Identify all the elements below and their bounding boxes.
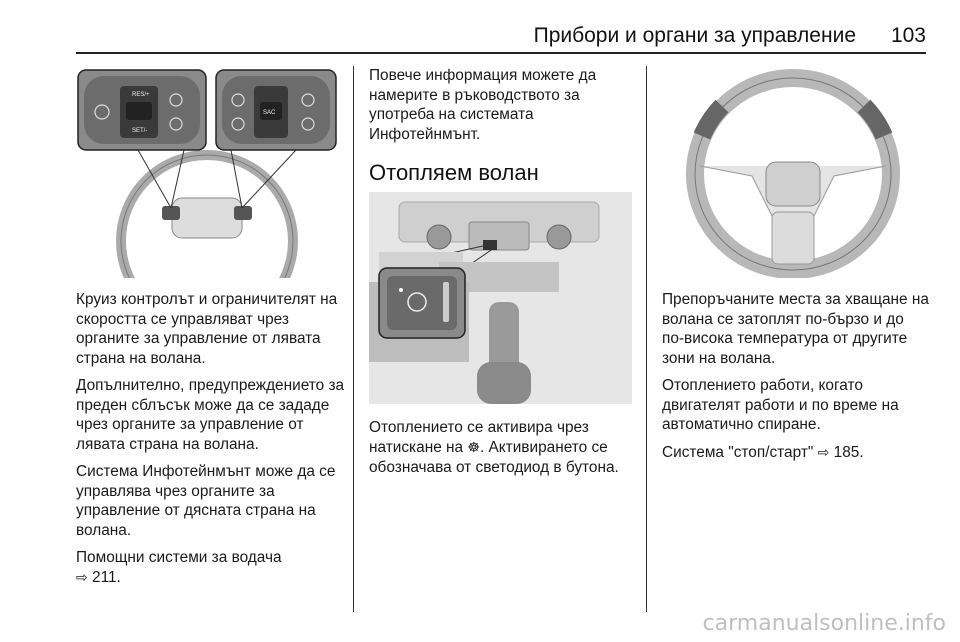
paragraph-cruise-control: Круиз контролът и ограничителят на скоростта се управляват чрез органите за управление от лявата страна на волана. <box>76 291 338 367</box>
page-number: 103 <box>890 24 926 47</box>
column-3-text <box>662 290 930 471</box>
paragraph-grip-zones: Препоръчаните места за хващане на волана се затоплят по-бързо и до по-висока температура от другите зони на волана. <box>662 291 929 367</box>
paragraph-more-info: Повече информация можете да намерите в ръководството за употреба на системата Инфотейнмънт. <box>369 67 597 143</box>
heated-steering-wheel-icon: ☸ <box>467 439 480 456</box>
watermark: carmanualsonline.info <box>702 611 946 636</box>
paragraph-infotainment-controls: Система Инфотейнмънт може да се управлява чрез органите за управление от дясната страна на волана. <box>76 463 336 539</box>
reference-arrow-icon: ⇨ <box>76 569 88 586</box>
page-header <box>76 24 926 52</box>
paragraph-heating-activation <box>369 418 644 478</box>
center-console-illustration <box>369 192 632 404</box>
paragraph-driver-assistance <box>76 548 346 588</box>
column-2-caption <box>369 418 644 486</box>
sac-label: SAC <box>263 110 276 116</box>
activation-text-end: . Активирането се обозначава от светодиод в бутона. <box>369 438 619 476</box>
steering-wheel-illustration <box>662 66 924 278</box>
activation-text-start: Отоплението се активира чрез натискане на <box>369 419 589 456</box>
column-2-intro <box>369 66 639 152</box>
stop-start-text: Система "стоп/старт" <box>662 443 814 461</box>
header-rule <box>76 52 926 54</box>
column-divider-2 <box>646 66 647 612</box>
stop-start-page-ref[interactable]: 185. <box>833 443 864 461</box>
steering-controls-illustration <box>76 66 338 278</box>
heated-wheel-zones-figure <box>662 66 924 278</box>
heated-wheel-button-figure <box>369 192 632 404</box>
res-label: RES/+ <box>132 92 150 98</box>
set-label: SET/- <box>132 128 148 134</box>
driver-assistance-text: Помощни системи за водача <box>76 549 282 566</box>
paragraph-collision-alert: Допълнително, предупреждението за преден сблъсък може да се зададе чрез органите за управление от лявата страна на волана. <box>76 377 345 453</box>
column-1-text <box>76 290 346 596</box>
column-divider-1 <box>353 66 354 612</box>
driver-assistance-page-ref[interactable]: 211. <box>92 568 121 586</box>
chapter-title: Прибори и органи за управление <box>533 24 856 47</box>
paragraph-stop-start <box>662 443 930 464</box>
section-heading-heated-wheel: Отопляем волан <box>369 160 539 185</box>
steering-controls-figure <box>76 66 338 278</box>
paragraph-heating-operation: Отоплението работи, когато двигателят работи и по време на автоматично спиране. <box>662 377 899 433</box>
reference-arrow-icon: ⇨ <box>817 444 830 461</box>
